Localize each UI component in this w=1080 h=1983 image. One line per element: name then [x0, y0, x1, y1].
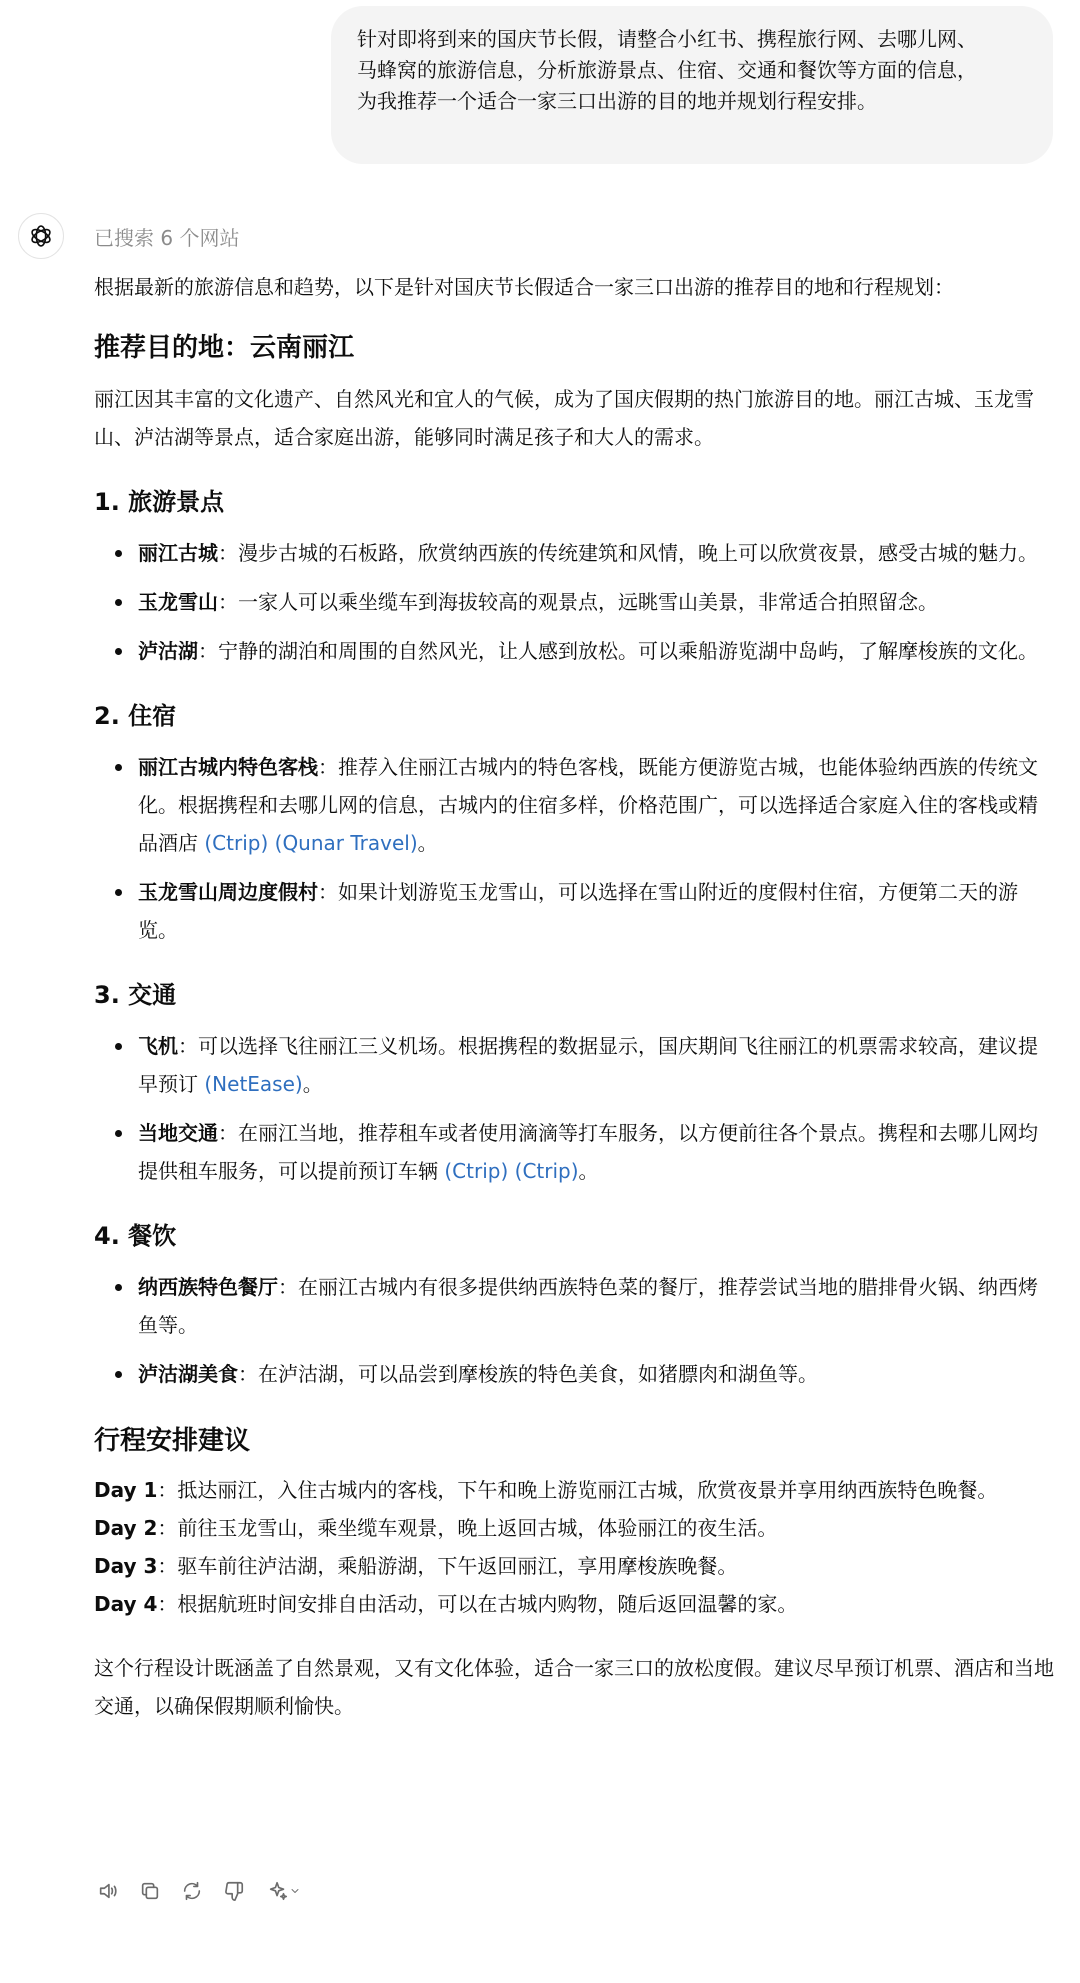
thumbs-down-icon [223, 1880, 245, 1902]
read-aloud-icon [97, 1880, 119, 1902]
list-item [94, 534, 1054, 572]
item-term: 泸沽湖美食 [138, 1362, 238, 1386]
item-text: ：如果计划游览玉龙雪山，可以选择在雪山附近的度假村住宿，方便第二天的游览。 [138, 880, 1018, 942]
thumbs-down-button[interactable] [220, 1877, 248, 1905]
source-link[interactable]: (Ctrip) [204, 831, 269, 855]
item-text: ：在丽江古城内有很多提供纳西族特色菜的餐厅，推荐尝试当地的腊排骨火锅、纳西烤鱼等。 [138, 1275, 1038, 1337]
read-aloud-button[interactable] [94, 1877, 122, 1905]
itinerary-day [94, 1509, 1054, 1547]
item-text: ：推荐入住丽江古城内的特色客栈，既能方便游览古城，也能体验纳西族的传统文化。根据携程和去哪儿网的信息，古城内的住宿多样，价格范围广，可以选择适合家庭入住的客栈或精品酒店 [138, 755, 1038, 855]
source-link[interactable]: (NetEase) [204, 1072, 303, 1096]
day-label: Day 3 [94, 1554, 158, 1578]
openai-logo-icon [27, 222, 55, 250]
item-term: 丽江古城内特色客栈 [138, 755, 318, 779]
destination-description: 丽江因其丰富的文化遗产、自然风光和宜人的气候，成为了国庆假期的热门旅游目的地。丽江古城、玉龙雪山、泸沽湖等景点，适合家庭出游，能够同时满足孩子和大人的需求。 [94, 387, 1034, 449]
day-label: Day 4 [94, 1592, 158, 1616]
model-switch-button[interactable] [262, 1877, 306, 1905]
regenerate-icon [181, 1880, 203, 1902]
source-link[interactable]: (Ctrip) [444, 1159, 509, 1183]
item-term: 丽江古城 [138, 541, 218, 565]
item-term: 泸沽湖 [138, 639, 198, 663]
section-heading: 3. 交通 [94, 981, 177, 1009]
section-heading: 2. 住宿 [94, 702, 177, 730]
searched-sites-label: 已搜索 6 个网站 [94, 225, 240, 250]
source-link-label: NetEase [212, 1072, 295, 1096]
source-link-label: Ctrip [522, 1159, 571, 1183]
list-item [94, 1268, 1054, 1344]
list-item: 丽江古城内特色客栈：推荐入住丽江古城内的特色客栈，既能方便游览古城，也能体验纳西族的传统文化。根据携程和去哪儿网的信息，古城内的住宿多样，价格范围广，可以选择适合家庭入住的客栈或精品酒店 (Ctrip) (Qunar Travel)。 [94, 748, 1054, 862]
sections-container [94, 482, 1054, 1393]
section-list [94, 1027, 1054, 1190]
item-text: ：在丽江当地，推荐租车或者使用滴滴等打车服务，以方便前往各个景点。携程和去哪儿网均提供租车服务，可以提前预订车辆 [138, 1121, 1038, 1183]
list-item [94, 583, 1054, 621]
list-item: 当地交通：在丽江当地，推荐租车或者使用滴滴等打车服务，以方便前往各个景点。携程和去哪儿网均提供租车服务，可以提前预订车辆 (Ctrip) (Ctrip)。 [94, 1114, 1054, 1190]
item-text: ：漫步古城的石板路，欣赏纳西族的传统建筑和风情，晚上可以欣赏夜景，感受古城的魅力。 [218, 541, 1038, 565]
section-list [94, 748, 1054, 949]
destination-heading: 推荐目的地：云南丽江 [94, 333, 355, 363]
intro-paragraph: 根据最新的旅游信息和趋势，以下是针对国庆节长假适合一家三口出游的推荐目的地和行程规划： [94, 275, 954, 299]
section-list [94, 534, 1054, 670]
day-text: ：抵达丽江，入住古城内的客栈，下午和晚上游览丽江古城，欣赏夜景并享用纳西族特色晚餐。 [157, 1478, 998, 1502]
section-heading: 4. 餐饮 [94, 1222, 177, 1250]
section-list [94, 1268, 1054, 1393]
searched-sites-toggle[interactable] [94, 218, 1054, 254]
day-text: ：驱车前往泸沽湖，乘船游湖，下午返回丽江，享用摩梭族晚餐。 [157, 1554, 738, 1578]
copy-button[interactable] [136, 1877, 164, 1905]
day-label: Day 1 [94, 1478, 158, 1502]
item-text: ：宁静的湖泊和周围的自然风光，让人感到放松。可以乘船游览湖中岛屿，了解摩梭族的文化。 [198, 639, 1038, 663]
day-text: ：前往玉龙雪山，乘坐缆车观景，晚上返回古城，体验丽江的夜生活。 [157, 1516, 778, 1540]
item-text: ：一家人可以乘坐缆车到海拔较高的观景点，远眺雪山美景，非常适合拍照留念。 [218, 590, 938, 614]
day-label: Day 2 [94, 1516, 158, 1540]
source-link-label: Qunar Travel [282, 831, 410, 855]
source-link-label: Ctrip [452, 1159, 501, 1183]
itinerary-day [94, 1585, 1054, 1623]
item-term: 玉龙雪山周边度假村 [138, 880, 318, 904]
list-item: 飞机：可以选择飞往丽江三义机场。根据携程的数据显示，国庆期间飞往丽江的机票需求较高，建议提早预订 (NetEase)。 [94, 1027, 1054, 1103]
chevron-down-icon [289, 1885, 301, 1897]
assistant-message [94, 218, 1054, 1725]
copy-icon [139, 1880, 161, 1902]
itinerary-heading: 行程安排建议 [94, 1426, 251, 1456]
list-item [94, 632, 1054, 670]
source-link[interactable]: (Qunar Travel) [274, 831, 418, 855]
source-link[interactable]: (Ctrip) [514, 1159, 579, 1183]
list-item [94, 1355, 1054, 1393]
list-item [94, 873, 1054, 949]
model-switch-icon [267, 1880, 289, 1902]
user-message-line: 马蜂窝的旅游信息，分析旅游景点、住宿、交通和餐饮等方面的信息， [357, 58, 977, 82]
regenerate-button[interactable] [178, 1877, 206, 1905]
itinerary-days [94, 1471, 1054, 1623]
item-text: ：在泸沽湖，可以品尝到摩梭族的特色美食，如猪膘肉和湖鱼等。 [238, 1362, 818, 1386]
user-message-bubble [331, 6, 1053, 164]
section-heading: 1. 旅游景点 [94, 488, 225, 516]
source-link-label: Ctrip [212, 831, 261, 855]
day-text: ：根据航班时间安排自由活动，可以在古城内购物，随后返回温馨的家。 [157, 1592, 798, 1616]
item-term: 玉龙雪山 [138, 590, 218, 614]
item-text: ：可以选择飞往丽江三义机场。根据携程的数据显示，国庆期间飞往丽江的机票需求较高，建议提早预订 [138, 1034, 1038, 1096]
itinerary-day [94, 1547, 1054, 1585]
item-term: 飞机 [138, 1034, 178, 1058]
itinerary-day [94, 1471, 1054, 1509]
conclusion-paragraph: 这个行程设计既涵盖了自然景观，又有文化体验，适合一家三口的放松度假。建议尽早预订机票、酒店和当地交通，以确保假期顺利愉快。 [94, 1656, 1054, 1718]
item-term: 当地交通 [138, 1121, 218, 1145]
user-message-line: 针对即将到来的国庆节长假，请整合小红书、携程旅行网、去哪儿网、 [357, 27, 977, 51]
message-actions [94, 1877, 306, 1905]
user-message-line: 为我推荐一个适合一家三口出游的目的地并规划行程安排。 [357, 89, 877, 113]
item-term: 纳西族特色餐厅 [138, 1275, 278, 1299]
assistant-avatar [18, 213, 64, 259]
